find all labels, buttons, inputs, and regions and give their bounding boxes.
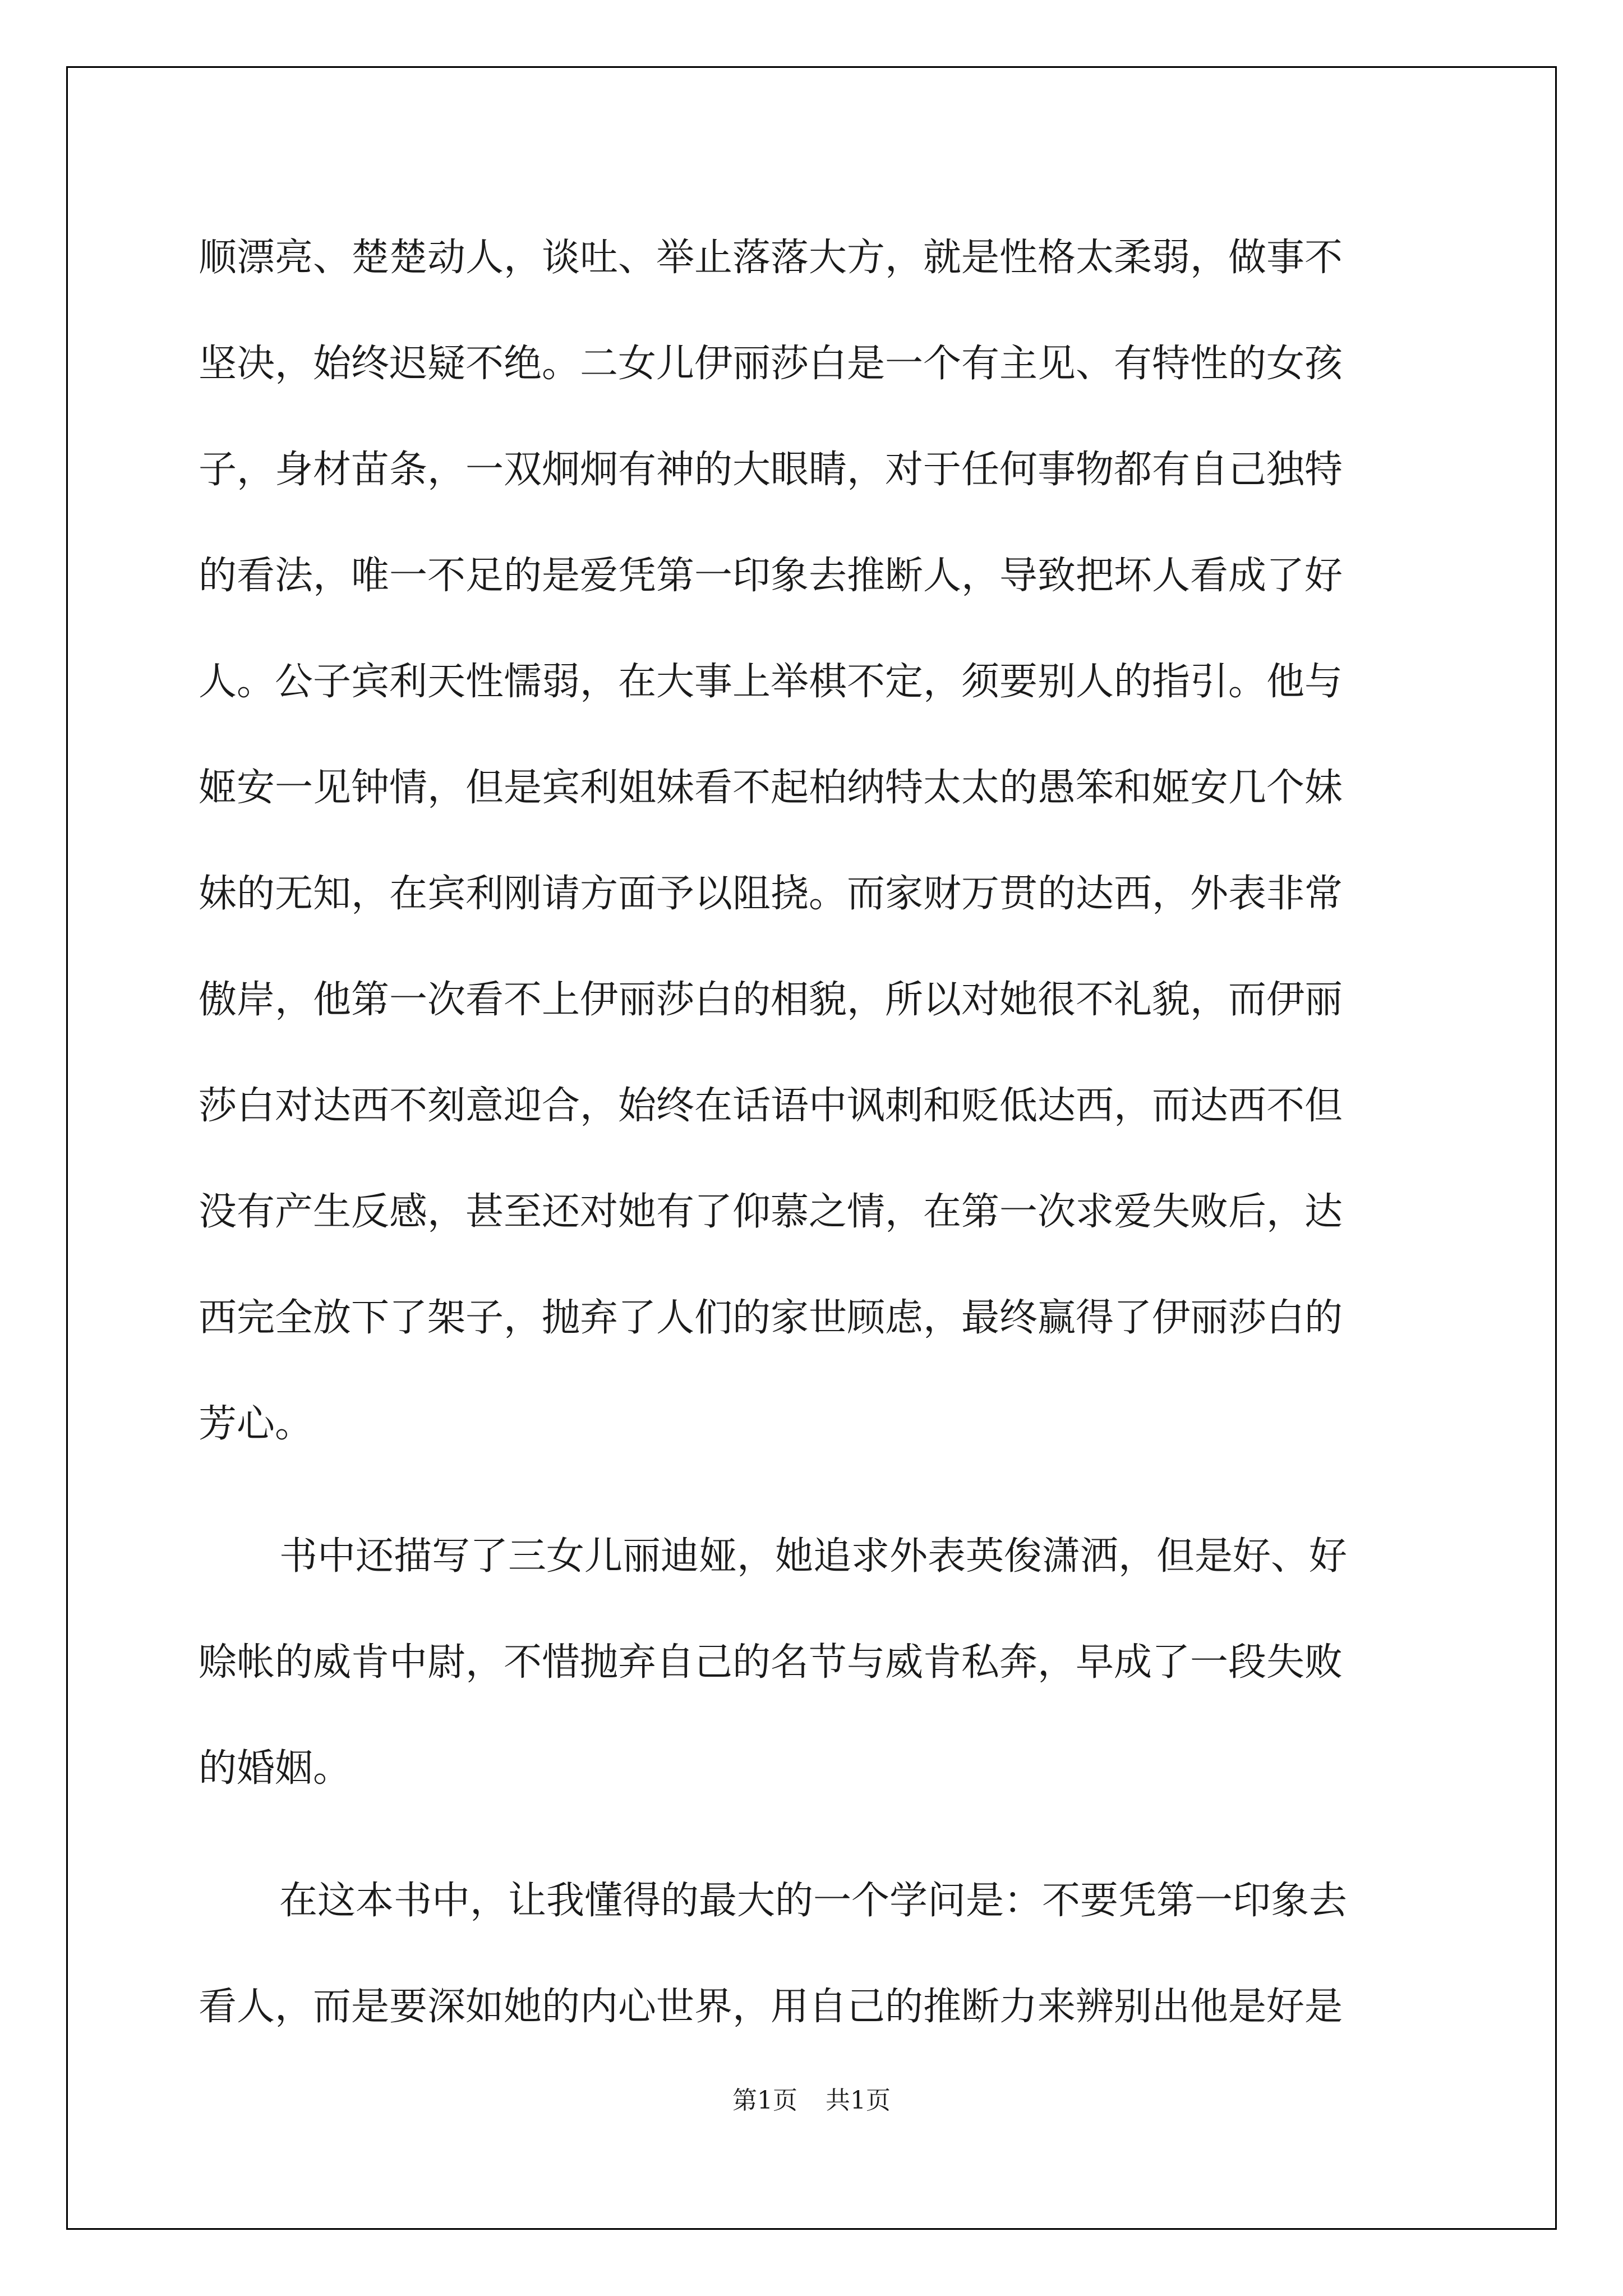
text-line: 姬安一见钟情，但是宾利姐妹看不起柏纳特太太的愚笨和姬安几个妹 [199,766,1343,810]
text-line: 莎白对达西不刻意迎合，始终在话语中讽刺和贬低达西，而达西不但 [199,1084,1343,1128]
text-line: 的婚姻。 [199,1746,352,1791]
text-line: 妹的无知，在宾利刚请方面予以阻挠。而家财万贯的达西，外表非常 [199,872,1343,916]
page-footer [0,2080,1623,2116]
text-line: 书中还描写了三女儿丽迪娅，她追求外表英俊潇洒，但是好、好 [279,1534,1348,1579]
text-line: 赊帐的威肯中尉，不惜抛弃自己的名节与威肯私奔，早成了一段失败 [199,1640,1343,1685]
text-line: 芳心。 [199,1402,313,1446]
text-line: 傲岸，他第一次看不上伊丽莎白的相貌，所以对她很不礼貌，而伊丽 [199,978,1343,1022]
page-total: 共1页 [826,2086,891,2115]
paragraph-gap [199,1821,1432,1848]
text-line: 在这本书中，让我懂得的最大的一个学问是：不要凭第一印象去 [279,1879,1348,1923]
text-line: 的看法，唯一不足的是爱凭第一印象去推断人，导致把坏人看成了好 [199,554,1343,598]
text-line: 西完全放下了架子，抛弃了人们的家世顾虑，最终赢得了伊丽莎白的 [199,1296,1343,1340]
page-number: 第1页 [732,2086,797,2115]
text-line: 子，身材苗条，一双炯炯有神的大眼睛，对于任何事物都有自己独特 [199,448,1343,492]
text-line: 人。公子宾利天性懦弱，在大事上举棋不定，须要别人的指引。他与 [199,660,1343,704]
text-line: 看人，而是要深如她的内心世界，用自己的推断力来辨别出他是好是 [199,1985,1343,2029]
text-line: 坚决，始终迟疑不绝。二女儿伊丽莎白是一个有主见、有特性的女孩 [199,342,1343,386]
text-line: 顺漂亮、楚楚动人，谈吐、举止落落大方，就是性格太柔弱，做事不 [199,236,1343,280]
document-body [199,205,1432,2060]
paragraph-gap [199,1477,1432,1503]
text-line: 没有产生反感，甚至还对她有了仰慕之情，在第一次求爱失败后，达 [199,1190,1343,1234]
